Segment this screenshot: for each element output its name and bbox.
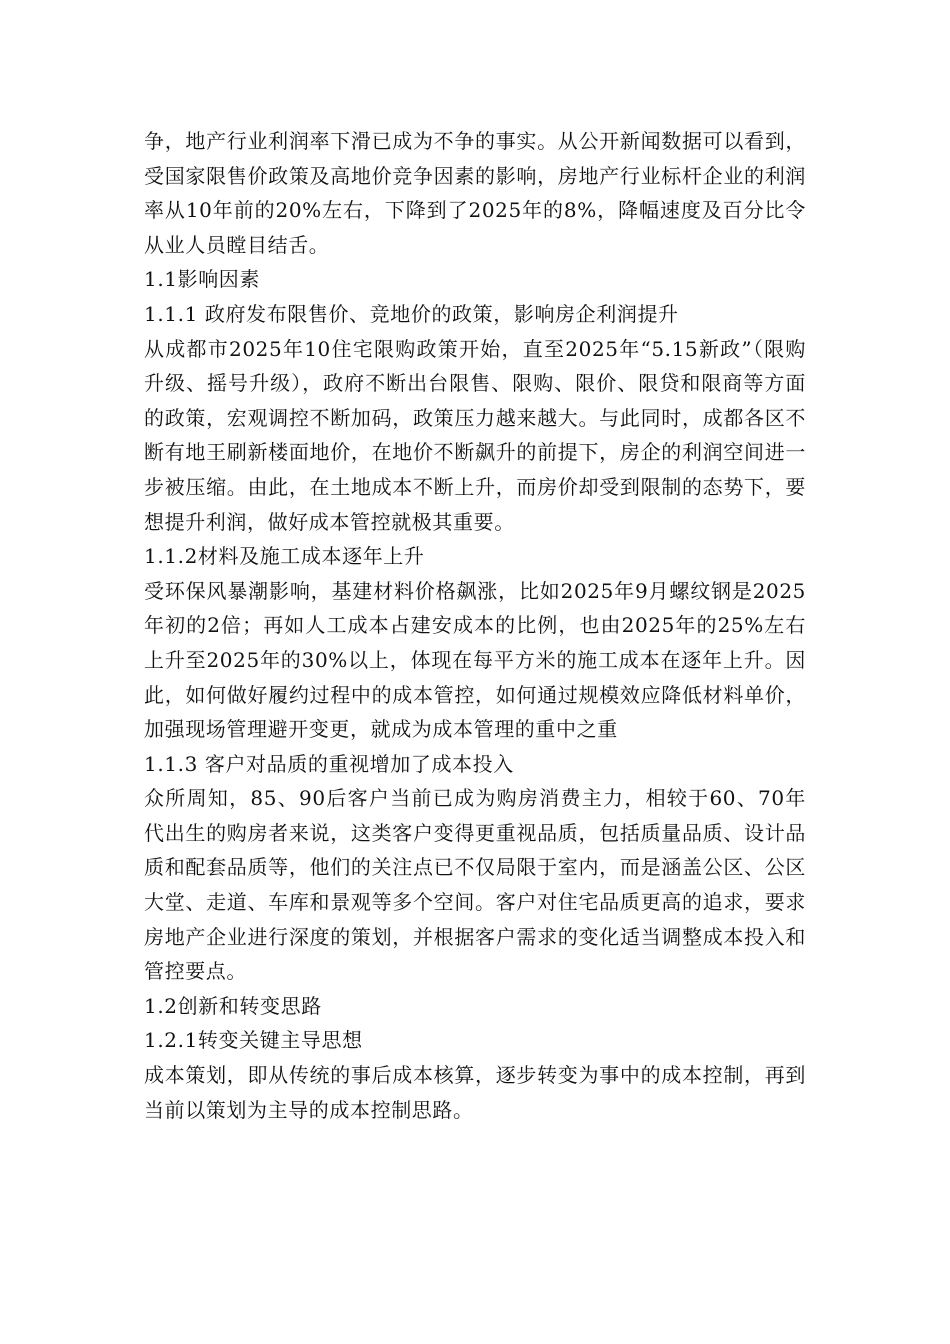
heading-1-1-1: 1.1.1 政府发布限售价、竞地价的政策，影响房企利润提升	[144, 301, 679, 326]
paragraph-cost-planning: 成本策划，即从传统的事后成本核算，逐步转变为事中的成本控制，再到当前以策划为主导的成本控制思路。	[144, 1063, 806, 1122]
heading-1-2-1: 1.2.1转变关键主导思想	[144, 1028, 363, 1053]
paragraph-policy: 从成都市2025年10住宅限购政策开始，直至2025年“5.15新政”（限购升级、摇号升级），政府不断出台限售、限购、限价、限贷和限商等方面的政策，宏观调控不断加码，政策压力越来越大。与此同时，成都各区不断有地王刷新楼面地价，在地价不断飙升的前提下，房企的利润空间进一步被压缩。由此，在土地成本不断上升，而房价却受到限制的态势下，要想提升利润，做好成本管控就极其重要。	[144, 336, 806, 534]
paragraph-customer-quality: 众所周知，85、90后客户当前已成为购房消费主力，相较于60、70年代出生的购房者来说，这类客户变得更重视品质，包括质量品质、设计品质和配套品质等，他们的关注点已不仅局限于室内，而是涵盖公区、公区大堂、走道、车库和景观等多个空间。客户对住宅品质更高的追求，要求房地产企业进行深度的策划，并根据客户需求的变化适当调整成本投入和管控要点。	[144, 786, 806, 984]
heading-1-2: 1.2创新和转变思路	[144, 993, 322, 1018]
paragraph-profit-decline: 争，地产行业利润率下滑已成为不争的事实。从公开新闻数据可以看到，受国家限售价政策及高地价竞争因素的影响，房地产行业标杆企业的利润率从10年前的20%左右，下降到了2025年的8%，降幅速度及百分比令从业人员瞠目结舌。	[144, 129, 806, 257]
document-body	[144, 124, 806, 1127]
heading-1-1-2: 1.1.2材料及施工成本逐年上升	[144, 544, 425, 569]
paragraph-material-cost: 受环保风暴潮影响，基建材料价格飙涨，比如2025年9月螺纹钢是2025年初的2倍；再如人工成本占建安成本的比例，也由2025年的25%左右上升至2025年的30%以上，体现在每平方米的施工成本在逐年上升。因此，如何做好履约过程中的成本管控，如何通过规模效应降低材料单价，加强现场管理避开变更，就成为成本管理的重中之重	[144, 578, 806, 742]
heading-1-1-3: 1.1.3 客户对品质的重视增加了成本投入	[144, 751, 514, 776]
heading-1-1: 1.1影响因素	[144, 267, 261, 292]
